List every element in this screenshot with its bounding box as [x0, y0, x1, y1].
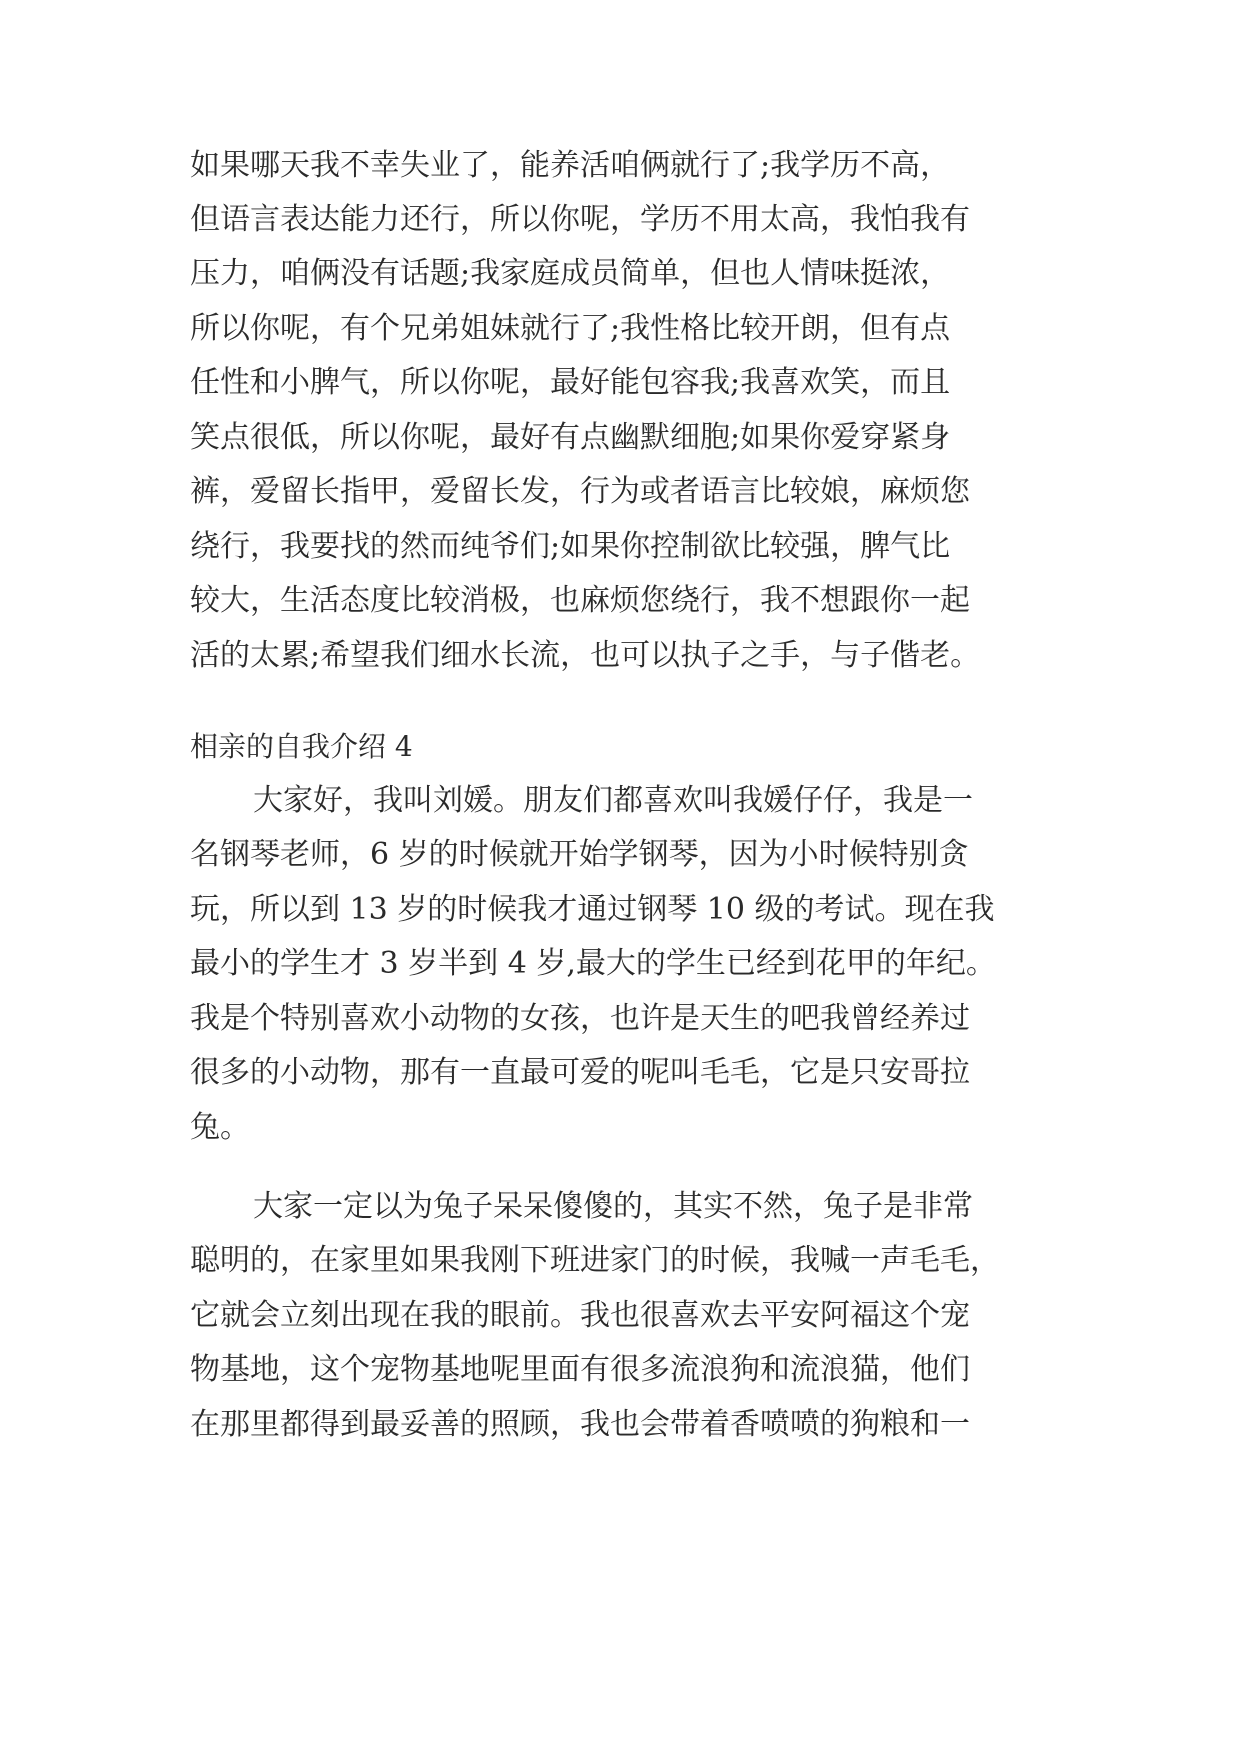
paragraph-line: 较大，生活态度比较消极，也麻烦您绕行，我不想跟你一起 — [190, 583, 970, 618]
paragraph-line: 大家一定以为兔子呆呆傻傻的，其实不然，兔子是非常 — [253, 1189, 973, 1224]
paragraph-line: 大家好，我叫刘媛。朋友们都喜欢叫我媛仔仔，我是一 — [253, 783, 973, 818]
paragraph-line: 笑点很低，所以你呢，最好有点幽默细胞;如果你爱穿紧身 — [190, 420, 951, 455]
paragraph-line: 玩，所以到 13 岁的时候我才通过钢琴 10 级的考试。现在我 — [190, 892, 995, 927]
section-heading: 相亲的自我介绍 4 — [190, 730, 413, 763]
paragraph-line: 它就会立刻出现在我的眼前。我也很喜欢去平安阿福这个宠 — [190, 1298, 970, 1333]
paragraph-line: 最小的学生才 3 岁半到 4 岁,最大的学生已经到花甲的年纪。 — [190, 946, 996, 981]
paragraph-line: 物基地，这个宠物基地呢里面有很多流浪狗和流浪猫，他们 — [190, 1352, 970, 1387]
paragraph-line: 我是个特别喜欢小动物的女孩，也许是天生的吧我曾经养过 — [190, 1001, 970, 1036]
paragraph-line: 聪明的，在家里如果我刚下班进家门的时候，我喊一声毛毛， — [190, 1243, 1000, 1278]
paragraph-line: 绕行，我要找的然而纯爷们;如果你控制欲比较强，脾气比 — [190, 529, 951, 564]
paragraph-line: 裤，爱留长指甲，爱留长发，行为或者语言比较娘，麻烦您 — [190, 474, 970, 509]
paragraph-line: 名钢琴老师，6 岁的时候就开始学钢琴，因为小时候特别贪 — [190, 837, 969, 872]
paragraph-line: 如果哪天我不幸失业了，能养活咱俩就行了;我学历不高， — [190, 148, 951, 183]
paragraph-line: 很多的小动物，那有一直最可爱的呢叫毛毛，它是只安哥拉 — [190, 1055, 970, 1090]
paragraph-line: 兔。 — [190, 1110, 250, 1145]
paragraph-line: 活的太累;希望我们细水长流，也可以执子之手，与子偕老。 — [190, 638, 981, 673]
paragraph-line: 但语言表达能力还行，所以你呢，学历不用太高，我怕我有 — [190, 202, 970, 237]
paragraph-line: 任性和小脾气，所以你呢，最好能包容我;我喜欢笑，而且 — [190, 365, 951, 400]
paragraph-line: 压力，咱俩没有话题;我家庭成员简单，但也人情味挺浓， — [190, 256, 951, 291]
paragraph-line: 在那里都得到最妥善的照顾，我也会带着香喷喷的狗粮和一 — [190, 1407, 970, 1442]
paragraph-line: 所以你呢，有个兄弟姐妹就行了;我性格比较开朗，但有点 — [190, 311, 951, 346]
